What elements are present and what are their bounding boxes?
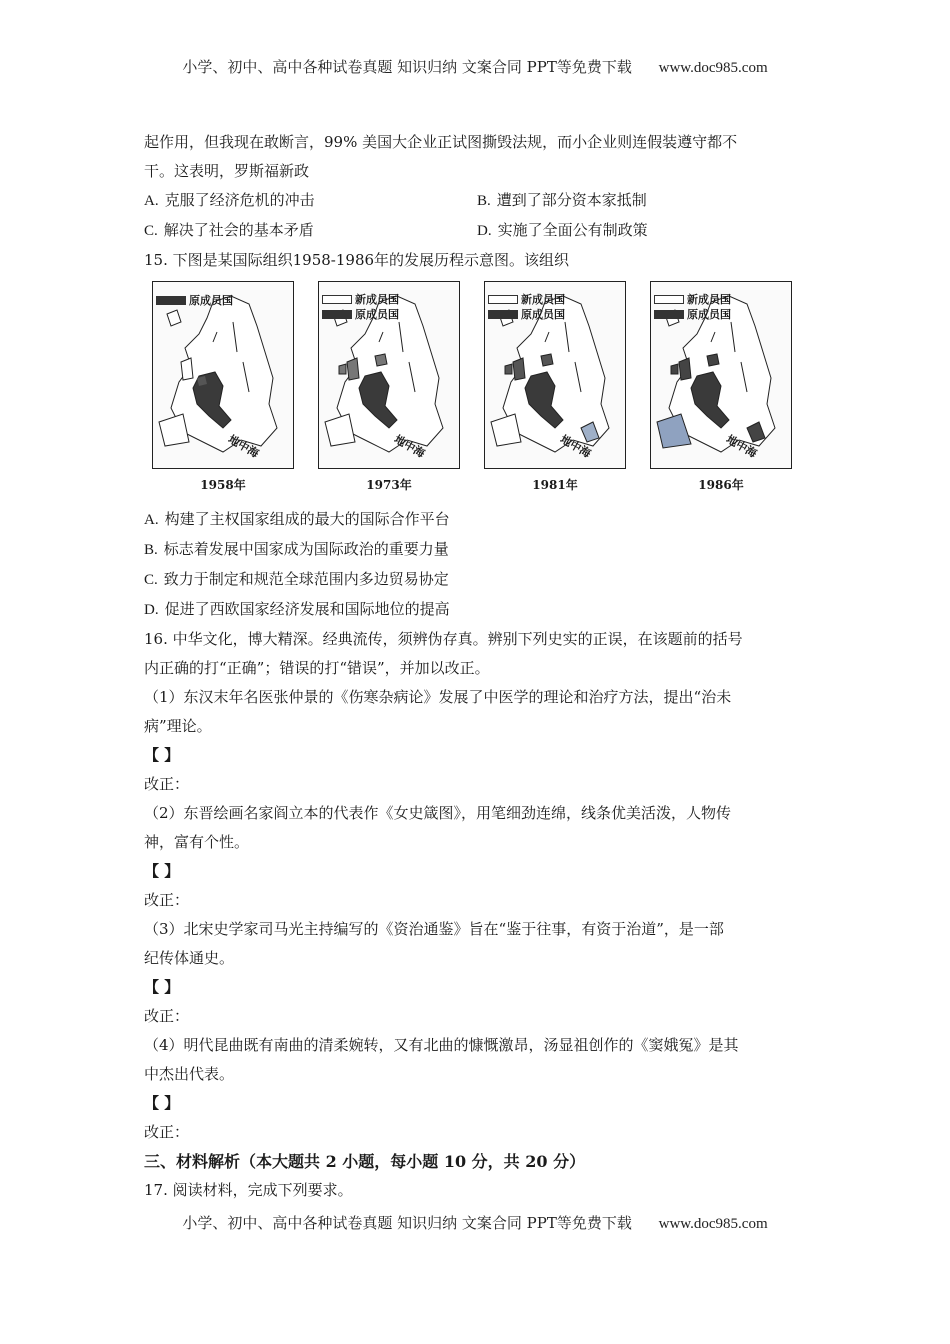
legend-swatch-original — [322, 310, 352, 319]
map-1958 — [152, 281, 294, 501]
correction-label: 改正： — [144, 1007, 190, 1025]
correction-label: 改正： — [144, 891, 190, 909]
sea-label: 地中海 — [225, 432, 262, 461]
q16-stem-line2: 内正确的打“正确”；错误的打“错误”，并加以改正。 — [144, 659, 490, 677]
q16-item-text: 病”理论。 — [144, 717, 212, 735]
q16-item-1 — [144, 683, 810, 799]
q15-map-figure — [152, 281, 810, 501]
header-text: 小学、初中、高中各种试卷真题 知识归纳 文案合同 PPT等免费下载 — [182, 58, 632, 76]
answer-bracket: 【 】 — [144, 978, 180, 996]
q14-stem-line1: 起作用，但我现在敢断言，99% 美国大企业正试图撕毁法规，而小企业则连假装遵守都不 — [144, 133, 738, 151]
map-year-label: 1973年 — [366, 478, 412, 492]
document-body — [144, 128, 810, 1205]
q14-option-a: A. 克服了经济危机的冲击 — [144, 191, 315, 209]
footer-site-link[interactable]: www.doc985.com — [658, 1216, 768, 1232]
q16-item-4 — [144, 1031, 810, 1147]
q16-item-text: （1）东汉末年名医张仲景的《伤寒杂病论》发展了中医学的理论和治疗方法，提出“治未 — [144, 688, 732, 706]
correction-label: 改正： — [144, 1123, 190, 1141]
footer-text: 小学、初中、高中各种试卷真题 知识归纳 文案合同 PPT等免费下载 — [182, 1214, 632, 1232]
map-year-label: 1958年 — [200, 478, 246, 492]
page-footer — [0, 1212, 950, 1233]
map-1986 — [650, 281, 792, 501]
legend-original: 原成员国 — [322, 300, 399, 329]
q17-stem: 17. 阅读材料，完成下列要求。 — [144, 1181, 353, 1199]
map-year-label: 1986年 — [698, 478, 744, 492]
q16-item-text: 中杰出代表。 — [144, 1065, 235, 1083]
q15-option-d: D. 促进了西欧国家经济发展和国际地位的提高 — [144, 600, 450, 618]
sea-label: 地中海 — [391, 432, 428, 461]
correction-label: 改正： — [144, 775, 190, 793]
map-year-label: 1981年 — [532, 478, 578, 492]
map-frame — [152, 281, 294, 469]
q14-stem-line2: 干。这表明，罗斯福新政 — [144, 162, 310, 180]
answer-bracket: 【 】 — [144, 1094, 180, 1112]
map-frame — [318, 281, 460, 469]
q14-option-d: D. 实施了全面公有制政策 — [477, 221, 648, 239]
sea-label: 地中海 — [557, 432, 594, 461]
map-1973 — [318, 281, 460, 501]
section-3-title: 三、材料解析（本大题共 2 小题，每小题 10 分，共 20 分） — [144, 1152, 586, 1171]
q16-item-text: 神，富有个性。 — [144, 833, 250, 851]
q15-option-a: A. 构建了主权国家组成的最大的国际合作平台 — [144, 510, 450, 528]
q16-item-text: （2）东晋绘画名家阎立本的代表作《女史箴图》，用笔细劲连绵，线条优美活泼，人物传 — [144, 804, 732, 822]
answer-bracket: 【 】 — [144, 862, 180, 880]
legend-original: 原成员国 — [156, 286, 233, 315]
q16-item-3 — [144, 915, 810, 1031]
answer-bracket: 【 】 — [144, 746, 180, 764]
page-header — [0, 56, 950, 77]
map-frame — [484, 281, 626, 469]
q15-option-b: B. 标志着发展中国家成为国际政治的重要力量 — [144, 540, 449, 558]
q14-option-c: C. 解决了社会的基本矛盾 — [144, 221, 314, 239]
legend-swatch-original — [488, 310, 518, 319]
legend-swatch-original — [156, 296, 186, 305]
q15-option-c: C. 致力于制定和规范全球范围内多边贸易协定 — [144, 570, 449, 588]
legend-new: 新成员国 — [654, 285, 731, 314]
q16-item-text: （4）明代昆曲既有南曲的清柔婉转，又有北曲的慷慨激昂，汤显祖创作的《窦娥冤》是其 — [144, 1036, 739, 1054]
map-1981 — [484, 281, 626, 501]
map-frame — [650, 281, 792, 469]
legend-original: 原成员国 — [488, 300, 565, 329]
q16-item-text: 纪传体通史。 — [144, 949, 235, 967]
legend-swatch-original — [654, 310, 684, 319]
sea-label: 地中海 — [723, 432, 760, 461]
q16-item-2 — [144, 799, 810, 915]
q14-options-row1 — [144, 186, 810, 216]
q16-item-text: （3）北宋史学家司马光主持编写的《资治通鉴》旨在“鉴于往事，有资于治道”，是一部 — [144, 920, 724, 938]
q14-option-b: B. 遭到了部分资本家抵制 — [477, 191, 647, 209]
legend-new: 新成员国 — [488, 285, 565, 314]
q15-stem: 15. 下图是某国际组织1958-1986年的发展历程示意图。该组织 — [144, 251, 570, 269]
q14-options-row2 — [144, 216, 810, 246]
legend-original: 原成员国 — [654, 300, 731, 329]
legend-new: 新成员国 — [322, 285, 399, 314]
q16-stem-line1: 16. 中华文化，博大精深。经典流传，须辨伪存真。辨别下列史实的正误，在该题前的括号 — [144, 630, 743, 648]
header-site-link[interactable]: www.doc985.com — [658, 60, 768, 76]
